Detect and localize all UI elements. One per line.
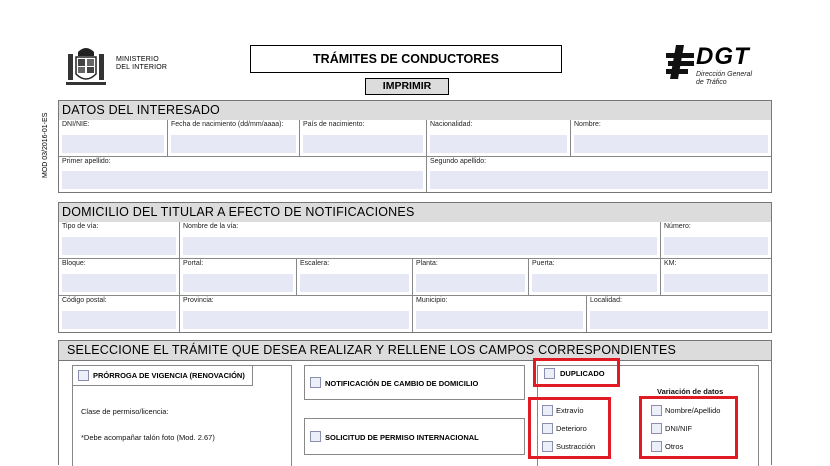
postal-code-input[interactable]	[62, 311, 176, 329]
dni-field[interactable]	[59, 120, 168, 157]
street-type-input[interactable]	[62, 237, 176, 255]
dgt-emblem-icon	[666, 45, 696, 79]
field-label: Fecha de nacimiento (dd/mm/aaaa):	[171, 121, 284, 128]
address-change-box	[304, 365, 525, 400]
door-field[interactable]	[529, 259, 661, 296]
theft-label: Sustracción	[556, 442, 596, 451]
field-label: Provincia:	[183, 297, 214, 304]
door-input[interactable]	[532, 274, 657, 292]
birth-date-input[interactable]	[171, 135, 296, 153]
ministry-line1: MINISTERIO	[116, 56, 159, 63]
dgt-logo-text: DGT	[696, 43, 750, 70]
renewal-checkbox[interactable]	[78, 370, 89, 381]
locality-input[interactable]	[590, 311, 768, 329]
ministry-logo	[66, 44, 176, 88]
postal-code-field[interactable]	[59, 296, 180, 332]
loss-checkbox[interactable]	[542, 405, 553, 416]
field-label: DNI/NIE:	[62, 121, 90, 128]
other-change-label: Otros	[665, 442, 684, 451]
street-name-field[interactable]	[180, 222, 661, 259]
surname1-input[interactable]	[62, 171, 423, 189]
field-label: Primer apellido:	[62, 158, 111, 165]
address-change-label: NOTIFICACIÓN DE CAMBIO DE DOMICILIO	[325, 379, 479, 388]
locality-field[interactable]	[587, 296, 771, 332]
field-label: Bloque:	[62, 260, 86, 267]
page-title: TRÁMITES DE CONDUCTORES	[250, 45, 562, 73]
municipality-field[interactable]	[413, 296, 587, 332]
theft-checkbox[interactable]	[542, 441, 553, 452]
field-label: Municipio:	[416, 297, 448, 304]
nationality-field[interactable]	[427, 120, 571, 157]
section-heading: SELECCIONE EL TRÁMITE QUE DESEA REALIZAR Y RELLENE LOS CAMPOS CORRESPONDIENTES	[59, 341, 771, 361]
birth-country-input[interactable]	[303, 135, 423, 153]
dgt-sub-line1: Dirección General	[696, 71, 753, 78]
number-input[interactable]	[664, 237, 768, 255]
name-change-label: Nombre/Apellido	[665, 406, 721, 415]
birth-date-field[interactable]	[168, 120, 300, 157]
nationality-input[interactable]	[430, 135, 567, 153]
birth-country-field[interactable]	[300, 120, 427, 157]
ministry-line2: DEL INTERIOR	[116, 64, 168, 71]
dni-change-checkbox[interactable]	[651, 423, 662, 434]
data-change-title: Variación de datos	[657, 387, 724, 396]
section-heading: DATOS DEL INTERESADO	[59, 101, 771, 121]
dni-change-label: DNI/NIF	[665, 424, 693, 433]
field-label: Escalera:	[300, 260, 330, 267]
number-field[interactable]	[661, 222, 771, 259]
field-label: Portal:	[183, 260, 204, 267]
field-label: Puerta:	[532, 260, 555, 267]
section-heading: DOMICILIO DEL TITULAR A EFECTO DE NOTIFICACIONES	[59, 203, 771, 223]
province-input[interactable]	[183, 311, 409, 329]
field-label: Nombre de la vía:	[183, 223, 239, 230]
surname1-field[interactable]	[59, 157, 427, 192]
field-label: Nacionalidad:	[430, 121, 473, 128]
field-label: Localidad:	[590, 297, 622, 304]
coat-of-arms-icon	[66, 44, 106, 88]
field-label: Código postal:	[62, 297, 107, 304]
intl-permit-label: SOLICITUD DE PERMISO INTERNACIONAL	[325, 433, 479, 442]
block-input[interactable]	[62, 274, 176, 292]
stair-field[interactable]	[297, 259, 413, 296]
damage-label: Deterioro	[556, 424, 587, 433]
intl-permit-checkbox[interactable]	[310, 431, 321, 442]
surname2-input[interactable]	[430, 171, 768, 189]
field-label: KM:	[664, 260, 677, 267]
field-label: Tipo de vía:	[62, 223, 99, 230]
km-field[interactable]	[661, 259, 771, 296]
field-label: Número:	[664, 223, 691, 230]
field-label: País de nacimiento:	[303, 121, 365, 128]
street-name-input[interactable]	[183, 237, 657, 255]
section-address	[58, 202, 772, 333]
print-button[interactable]: IMPRIMIR	[365, 78, 449, 95]
duplicate-checkbox[interactable]	[544, 368, 555, 379]
floor-input[interactable]	[416, 274, 525, 292]
damage-checkbox[interactable]	[542, 423, 553, 434]
portal-field[interactable]	[180, 259, 297, 296]
name-input[interactable]	[574, 135, 768, 153]
section-interested-party	[58, 100, 772, 193]
name-field[interactable]	[571, 120, 771, 157]
form-code-text: MOD 03/2016-01-ES	[42, 112, 49, 178]
field-label: Planta:	[416, 260, 438, 267]
field-label: Nombre:	[574, 121, 601, 128]
dni-input[interactable]	[62, 135, 164, 153]
dgt-logo	[666, 43, 776, 87]
name-change-checkbox[interactable]	[651, 405, 662, 416]
photo-note: *Debe acompañar talón foto (Mod. 2.67)	[81, 433, 215, 442]
address-change-checkbox[interactable]	[310, 377, 321, 388]
surname2-field[interactable]	[427, 157, 771, 192]
street-type-field[interactable]	[59, 222, 180, 259]
section-procedures	[58, 340, 772, 465]
municipality-input[interactable]	[416, 311, 583, 329]
duplicate-label: DUPLICADO	[560, 369, 605, 378]
other-change-checkbox[interactable]	[651, 441, 662, 452]
license-class-label: Clase de permiso/licencia:	[81, 407, 169, 416]
province-field[interactable]	[180, 296, 413, 332]
form-code	[40, 100, 54, 180]
renewal-label: PRÓRROGA DE VIGENCIA (RENOVACIÓN)	[93, 371, 245, 380]
portal-input[interactable]	[183, 274, 293, 292]
field-label: Segundo apellido:	[430, 158, 487, 165]
stair-input[interactable]	[300, 274, 409, 292]
floor-field[interactable]	[413, 259, 529, 296]
dgt-sub-line2: de Tráfico	[696, 79, 727, 86]
loss-label: Extravío	[556, 406, 584, 415]
block-field[interactable]	[59, 259, 180, 296]
km-input[interactable]	[664, 274, 768, 292]
intl-permit-box	[304, 418, 525, 455]
